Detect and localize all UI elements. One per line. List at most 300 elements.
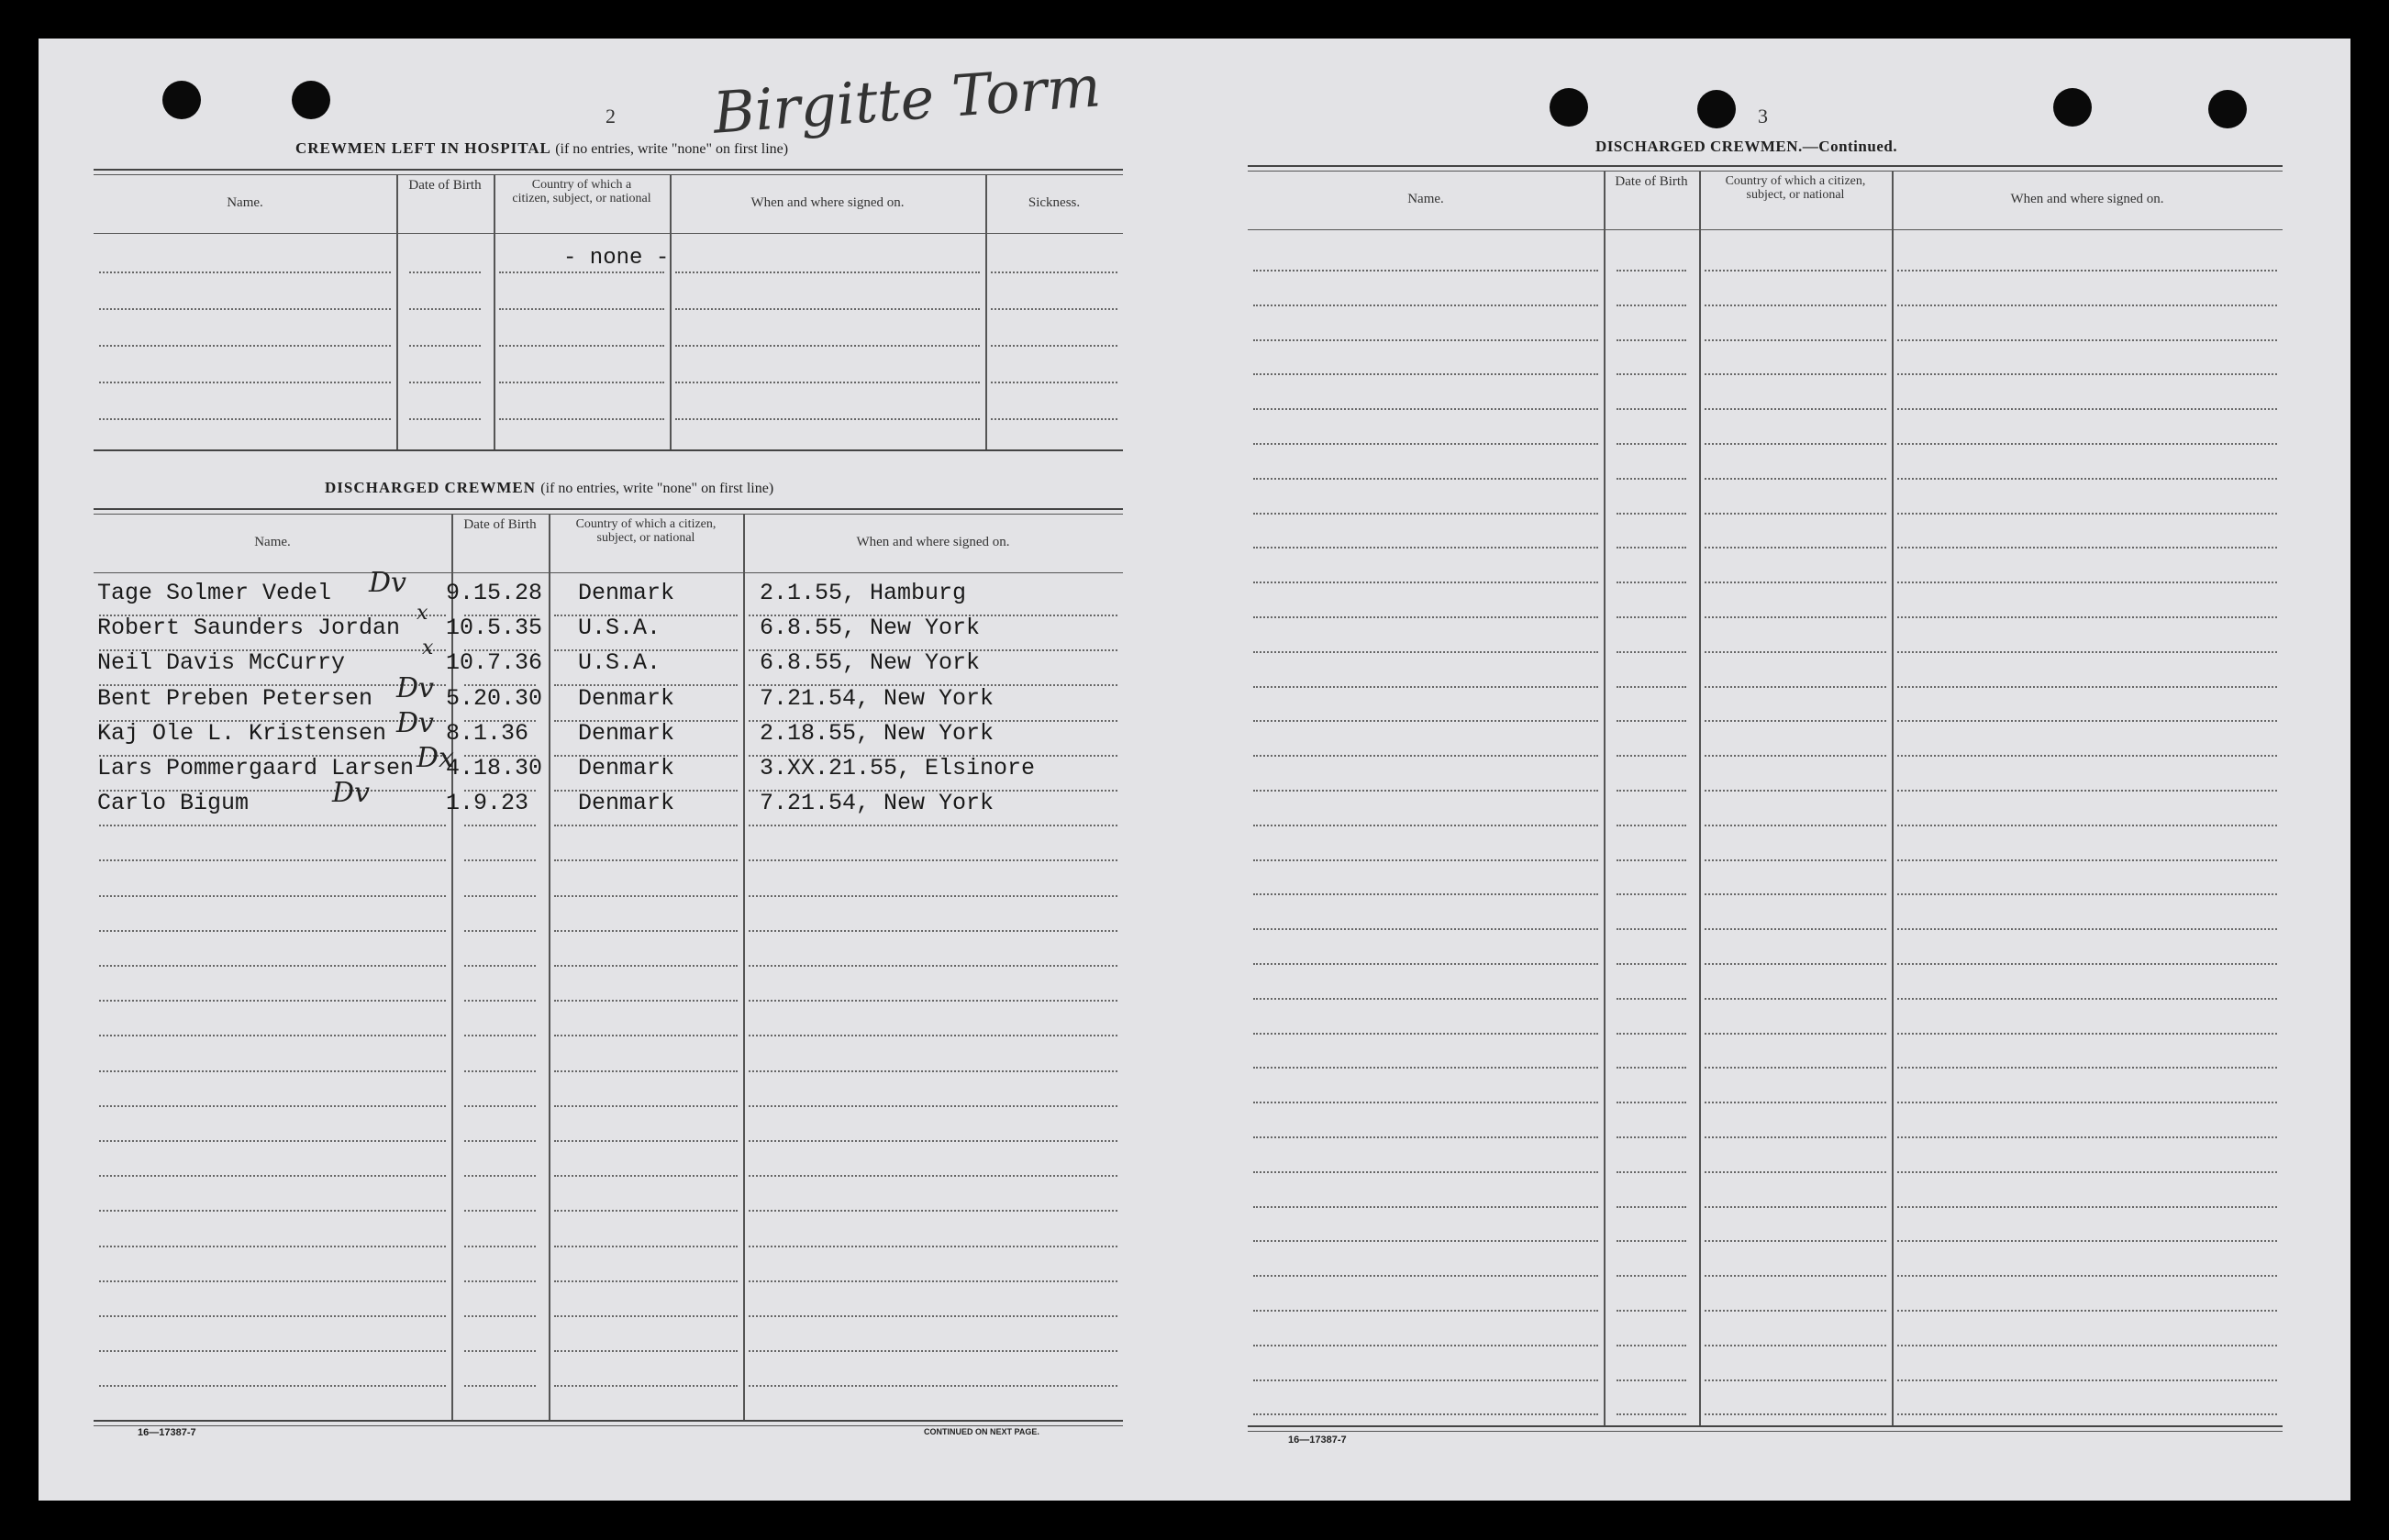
row-name: Bent Preben Petersen	[97, 684, 373, 712]
row-line	[1705, 998, 1886, 1000]
row-line	[1253, 478, 1598, 480]
row-line	[1897, 686, 2277, 688]
row-line	[675, 345, 980, 347]
header-rule	[1248, 229, 2283, 230]
row-date-of-birth: 5.20.30	[446, 684, 543, 712]
row-handwritten-mark: Dv	[396, 671, 435, 704]
row-line	[1705, 963, 1886, 965]
rule	[1248, 1431, 2283, 1432]
row-line	[1253, 928, 1598, 930]
row-line	[464, 1175, 536, 1177]
row-line	[1253, 339, 1598, 341]
row-line	[99, 271, 391, 273]
row-name: Tage Solmer Vedel	[97, 580, 332, 606]
row-line	[99, 1385, 446, 1387]
punch-hole	[1550, 88, 1588, 127]
row-line	[1705, 270, 1886, 271]
rule	[94, 174, 1123, 175]
row-line	[499, 382, 664, 383]
row-line	[1253, 1102, 1598, 1103]
row-signed-on: 6.8.55, New York	[760, 649, 981, 677]
row-line	[1617, 790, 1686, 792]
row-line	[749, 1210, 1117, 1212]
row-line	[1253, 1413, 1598, 1415]
row-line	[1705, 686, 1886, 688]
row-signed-on: 3.XX.21.55, Elsinore	[760, 755, 1036, 781]
row-line	[991, 308, 1117, 310]
row-line	[749, 1280, 1117, 1282]
row-signed-on: 7.21.54, New York	[760, 684, 994, 712]
row-line	[554, 1140, 738, 1142]
row-line	[1617, 859, 1686, 861]
row-line	[1897, 1171, 2277, 1173]
row-name: Neil Davis McCurry	[97, 649, 346, 677]
row-name: Lars Pommergaard Larsen	[97, 755, 415, 781]
right-section-title: DISCHARGED CREWMEN.—Continued.	[1595, 138, 1898, 155]
row-line	[464, 1070, 536, 1072]
row-handwritten-mark: Dv	[396, 706, 435, 739]
header-signed-on: When and where signed on.	[750, 195, 905, 210]
row-line	[99, 1315, 446, 1317]
row-line	[1253, 998, 1598, 1000]
row-line	[464, 1315, 536, 1317]
row-line	[1617, 998, 1686, 1000]
row-country: Denmark	[578, 580, 675, 606]
header-country: Country of which a citizen, subject, or national	[512, 178, 651, 205]
row-line	[1705, 1033, 1886, 1035]
row-line	[1617, 408, 1686, 410]
row-line	[1897, 1136, 2277, 1138]
row-line	[1705, 513, 1886, 515]
row-line	[99, 930, 446, 932]
row-line	[1705, 755, 1886, 757]
row-line	[554, 895, 738, 897]
row-line	[749, 1000, 1117, 1002]
row-line	[1617, 1379, 1686, 1381]
hospital-section-title: CREWMEN LEFT IN HOSPITAL (if no entries, write "none" on first line)	[295, 139, 789, 157]
row-line	[749, 1246, 1117, 1247]
column-divider	[670, 174, 672, 449]
column-divider	[985, 174, 987, 449]
row-country: U.S.A.	[578, 649, 661, 677]
rule	[94, 514, 1123, 515]
row-line	[1617, 513, 1686, 515]
row-signed-on: 6.8.55, New York	[760, 615, 981, 642]
row-line	[1897, 1240, 2277, 1242]
row-date-of-birth: 4.18.30	[446, 755, 543, 781]
row-line	[99, 1280, 446, 1282]
row-line	[749, 1070, 1117, 1072]
row-line	[554, 1210, 738, 1212]
row-line	[1253, 373, 1598, 375]
row-line	[554, 1000, 738, 1002]
row-line	[1897, 270, 2277, 271]
row-name: Kaj Ole L. Kristensen	[97, 719, 387, 747]
row-line	[464, 1000, 536, 1002]
row-line	[1897, 1379, 2277, 1381]
row-line	[99, 1035, 446, 1036]
row-line	[1617, 928, 1686, 930]
row-line	[554, 965, 738, 967]
row-line	[1705, 790, 1886, 792]
row-line	[749, 1175, 1117, 1177]
row-line	[1705, 373, 1886, 375]
row-line	[499, 271, 664, 273]
row-line	[499, 345, 664, 347]
row-line	[464, 1385, 536, 1387]
rule	[1248, 171, 2283, 172]
row-line	[99, 308, 391, 310]
row-line	[1253, 582, 1598, 583]
row-line	[554, 1246, 738, 1247]
row-line	[1253, 1240, 1598, 1242]
row-handwritten-mark: Dv	[369, 567, 407, 599]
row-date-of-birth: 10.5.35	[446, 615, 543, 642]
row-line	[1705, 408, 1886, 410]
row-line	[1253, 547, 1598, 548]
row-handwritten-mark: x	[422, 637, 434, 660]
row-line	[1897, 513, 2277, 515]
row-line	[1897, 1033, 2277, 1035]
row-line	[1705, 478, 1886, 480]
header-signed-on: When and where signed on.	[856, 535, 1010, 549]
row-line	[1617, 373, 1686, 375]
row-line	[1897, 790, 2277, 792]
row-line	[554, 1350, 738, 1352]
row-name: Carlo Bigum	[97, 790, 250, 817]
rule	[94, 449, 1123, 451]
row-line	[1897, 478, 2277, 480]
row-line	[1897, 928, 2277, 930]
row-line	[1897, 963, 2277, 965]
row-line	[675, 271, 980, 273]
rule	[94, 508, 1123, 510]
row-line	[1705, 928, 1886, 930]
row-line	[464, 1140, 536, 1142]
header-name: Name.	[1407, 192, 1444, 206]
punch-hole	[162, 81, 201, 119]
row-line	[1617, 1275, 1686, 1277]
column-divider	[396, 174, 398, 449]
row-line	[1897, 1102, 2277, 1103]
row-line	[1617, 443, 1686, 445]
row-signed-on: 7.21.54, New York	[760, 790, 994, 817]
row-line	[409, 345, 481, 347]
row-line	[1897, 1067, 2277, 1069]
row-line	[1253, 651, 1598, 653]
row-line	[1617, 547, 1686, 548]
row-line	[1705, 859, 1886, 861]
row-line	[1897, 1345, 2277, 1346]
row-line	[1253, 513, 1598, 515]
form-number-right: 16—17387-7	[1288, 1435, 1347, 1446]
row-line	[1617, 1310, 1686, 1312]
column-divider	[494, 174, 495, 449]
row-line	[749, 1035, 1117, 1036]
rule	[94, 169, 1123, 171]
row-line	[1897, 825, 2277, 826]
row-line	[554, 825, 738, 826]
row-line	[1617, 616, 1686, 618]
row-line	[1897, 651, 2277, 653]
row-line	[99, 1350, 446, 1352]
punch-hole	[292, 81, 330, 119]
row-line	[99, 1000, 446, 1002]
row-line	[464, 1350, 536, 1352]
row-line	[464, 1246, 536, 1247]
row-handwritten-mark: Dv	[332, 777, 371, 810]
row-line	[1253, 1067, 1598, 1069]
row-line	[1253, 305, 1598, 306]
row-line	[1617, 270, 1686, 271]
header-name: Name.	[227, 195, 263, 210]
row-country: Denmark	[578, 755, 675, 781]
row-line	[1897, 373, 2277, 375]
document-sheet	[39, 39, 2350, 1501]
row-line	[554, 1175, 738, 1177]
column-divider	[549, 514, 550, 1420]
row-line	[1617, 582, 1686, 583]
row-line	[1897, 998, 2277, 1000]
row-line	[99, 1140, 446, 1142]
row-line	[99, 965, 446, 967]
row-line	[464, 930, 536, 932]
row-line	[1617, 1206, 1686, 1208]
row-line	[1897, 720, 2277, 722]
column-divider	[1892, 171, 1894, 1425]
row-country: Denmark	[578, 684, 675, 712]
row-line	[1897, 582, 2277, 583]
row-line	[1705, 1102, 1886, 1103]
row-line	[1897, 1310, 2277, 1312]
row-line	[1705, 1345, 1886, 1346]
row-line	[99, 1210, 446, 1212]
row-line	[1897, 408, 2277, 410]
rule	[94, 1420, 1123, 1422]
row-line	[1897, 339, 2277, 341]
row-line	[1253, 1033, 1598, 1035]
row-line	[464, 1210, 536, 1212]
page-number-left: 2	[606, 105, 616, 127]
row-line	[1705, 651, 1886, 653]
row-line	[499, 308, 664, 310]
row-line	[749, 1385, 1117, 1387]
row-line	[1253, 790, 1598, 792]
row-line	[99, 382, 391, 383]
row-name: Robert Saunders Jordan	[97, 615, 401, 642]
row-line	[409, 418, 481, 420]
row-line	[1705, 1171, 1886, 1173]
row-signed-on: 2.1.55, Hamburg	[760, 580, 967, 606]
row-line	[1617, 1171, 1686, 1173]
row-line	[409, 271, 481, 273]
row-line	[1897, 1275, 2277, 1277]
row-line	[1897, 1206, 2277, 1208]
row-line	[749, 930, 1117, 932]
row-line	[554, 1105, 738, 1107]
row-country: Denmark	[578, 790, 675, 817]
row-line	[99, 1246, 446, 1247]
row-country: U.S.A.	[578, 615, 661, 642]
header-rule	[94, 233, 1123, 234]
row-line	[1253, 408, 1598, 410]
row-line	[1897, 547, 2277, 548]
header-country: Country of which a citizen, subject, or national	[575, 517, 717, 545]
row-line	[554, 1315, 738, 1317]
row-signed-on: 2.18.55, New York	[760, 719, 994, 747]
row-line	[991, 418, 1117, 420]
row-line	[1617, 1067, 1686, 1069]
page-number-right: 3	[1758, 105, 1768, 127]
column-divider	[1604, 171, 1606, 1425]
row-line	[1897, 616, 2277, 618]
row-line	[675, 382, 980, 383]
row-line	[99, 825, 446, 826]
row-handwritten-mark: Dx	[417, 742, 454, 774]
column-divider	[743, 514, 745, 1420]
row-line	[1253, 1136, 1598, 1138]
row-line	[1253, 270, 1598, 271]
row-line	[464, 1035, 536, 1036]
row-line	[1897, 859, 2277, 861]
row-line	[464, 895, 536, 897]
row-line	[749, 1105, 1117, 1107]
row-date-of-birth: 10.7.36	[446, 649, 543, 677]
row-line	[99, 1070, 446, 1072]
row-line	[554, 1280, 738, 1282]
header-country: Country of which a citizen, subject, or national	[1725, 174, 1866, 202]
row-line	[409, 308, 481, 310]
row-date-of-birth: 9.15.28	[446, 580, 543, 606]
row-line	[991, 271, 1117, 273]
rule	[1248, 165, 2283, 167]
row-country: Denmark	[578, 719, 675, 747]
row-line	[1253, 616, 1598, 618]
row-line	[1617, 1345, 1686, 1346]
row-line	[1705, 1067, 1886, 1069]
hospital-none-entry: - none -	[563, 246, 670, 271]
row-line	[499, 418, 664, 420]
row-line	[1897, 443, 2277, 445]
row-line	[409, 382, 481, 383]
row-line	[1617, 1240, 1686, 1242]
row-line	[1705, 443, 1886, 445]
row-line	[1253, 443, 1598, 445]
row-line	[1897, 1413, 2277, 1415]
row-date-of-birth: 8.1.36	[446, 719, 529, 747]
row-line	[1617, 1033, 1686, 1035]
row-line	[99, 1175, 446, 1177]
row-line	[749, 965, 1117, 967]
handwritten-note: Birgitte Torm	[710, 52, 1104, 147]
row-line	[1897, 893, 2277, 895]
row-line	[1253, 893, 1598, 895]
row-line	[99, 859, 446, 861]
row-line	[1253, 1379, 1598, 1381]
row-line	[1253, 720, 1598, 722]
row-line	[99, 895, 446, 897]
row-line	[749, 1315, 1117, 1317]
discharged-section-title: DISCHARGED CREWMEN (if no entries, write "none" on first line)	[325, 479, 774, 496]
row-line	[1617, 1102, 1686, 1103]
column-divider	[1699, 171, 1701, 1425]
header-name: Name.	[254, 535, 291, 549]
row-line	[1253, 755, 1598, 757]
row-line	[1705, 1136, 1886, 1138]
row-line	[675, 418, 980, 420]
row-line	[554, 1035, 738, 1036]
punch-hole	[1697, 90, 1736, 128]
row-line	[1253, 859, 1598, 861]
row-line	[464, 1105, 536, 1107]
row-line	[1705, 1275, 1886, 1277]
row-line	[991, 382, 1117, 383]
row-line	[1617, 720, 1686, 722]
row-line	[675, 308, 980, 310]
row-line	[1253, 825, 1598, 826]
row-line	[1253, 1345, 1598, 1346]
row-line	[1897, 305, 2277, 306]
row-handwritten-mark: x	[417, 602, 428, 626]
row-line	[554, 1385, 738, 1387]
punch-hole	[2208, 90, 2247, 128]
row-line	[99, 1105, 446, 1107]
row-line	[1617, 305, 1686, 306]
row-line	[1253, 1275, 1598, 1277]
row-line	[1617, 1413, 1686, 1415]
row-line	[1617, 686, 1686, 688]
row-line	[1253, 1171, 1598, 1173]
row-line	[1617, 825, 1686, 826]
row-line	[1617, 893, 1686, 895]
punch-hole	[2053, 88, 2092, 127]
row-line	[1617, 755, 1686, 757]
continued-note: CONTINUED ON NEXT PAGE.	[924, 1427, 1039, 1436]
row-line	[554, 859, 738, 861]
row-line	[1617, 478, 1686, 480]
row-line	[554, 930, 738, 932]
row-line	[1897, 755, 2277, 757]
row-line	[1253, 686, 1598, 688]
row-line	[1705, 547, 1886, 548]
row-line	[1705, 1310, 1886, 1312]
row-line	[1617, 651, 1686, 653]
header-date-of-birth: Date of Birth	[463, 517, 537, 532]
row-line	[1617, 339, 1686, 341]
row-line	[1705, 893, 1886, 895]
row-date-of-birth: 1.9.23	[446, 790, 529, 817]
row-line	[749, 895, 1117, 897]
row-line	[1705, 1240, 1886, 1242]
row-line	[464, 825, 536, 826]
row-line	[1705, 1206, 1886, 1208]
row-line	[99, 418, 391, 420]
row-line	[554, 1070, 738, 1072]
row-line	[99, 345, 391, 347]
row-line	[1617, 963, 1686, 965]
header-sickness: Sickness.	[1028, 195, 1081, 210]
row-line	[1705, 1413, 1886, 1415]
row-line	[464, 1280, 536, 1282]
row-line	[749, 859, 1117, 861]
row-line	[1253, 1206, 1598, 1208]
row-line	[749, 1140, 1117, 1142]
row-line	[749, 1350, 1117, 1352]
row-line	[1253, 1310, 1598, 1312]
rule	[1248, 1425, 2283, 1427]
form-number-left: 16—17387-7	[138, 1427, 196, 1438]
rule	[94, 1425, 1123, 1426]
